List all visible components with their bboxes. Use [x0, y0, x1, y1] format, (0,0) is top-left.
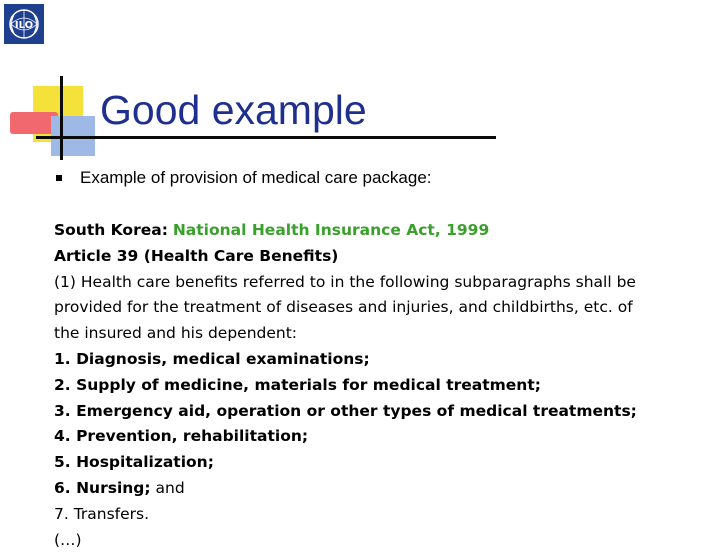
- paragraph-line: provided for the treatment of diseases and injuries, and childbirths, etc. of: [54, 298, 633, 317]
- list-item: 3. Emergency aid, operation or other types of medical treatments;: [54, 401, 637, 420]
- slide-title: Good example: [100, 87, 367, 133]
- ellipsis: (…): [54, 530, 82, 549]
- ilo-logo-text: ILO: [14, 20, 34, 31]
- act-name: National Health Insurance Act, 1999: [172, 221, 490, 239]
- list-item: 6. Nursing; and: [54, 478, 185, 497]
- source-line: [54, 218, 654, 244]
- list-item: 5. Hospitalization;: [54, 453, 214, 472]
- article-heading: Article 39 (Health Care Benefits): [54, 246, 339, 265]
- list-item: 7. Transfers.: [54, 504, 150, 523]
- list-item: 2. Supply of medicine, materials for medical treatment;: [54, 375, 541, 394]
- title-underline: [36, 136, 496, 139]
- legal-excerpt: [54, 218, 654, 553]
- list-item: 1. Diagnosis, medical examinations;: [54, 349, 370, 368]
- decorative-vertical-line: [60, 76, 63, 160]
- ilo-logo: [4, 4, 44, 44]
- list-item: 4. Prevention, rehabilitation;: [54, 427, 309, 446]
- paragraph-line: the insured and his dependent:: [54, 324, 298, 343]
- country-label: South Korea:: [54, 221, 168, 239]
- bullet-square-icon: [56, 175, 62, 181]
- paragraph-line: (1) Health care benefits referred to in the following subparagraphs shall be: [54, 272, 636, 291]
- bullet-text: Example of provision of medical care package:: [80, 168, 432, 187]
